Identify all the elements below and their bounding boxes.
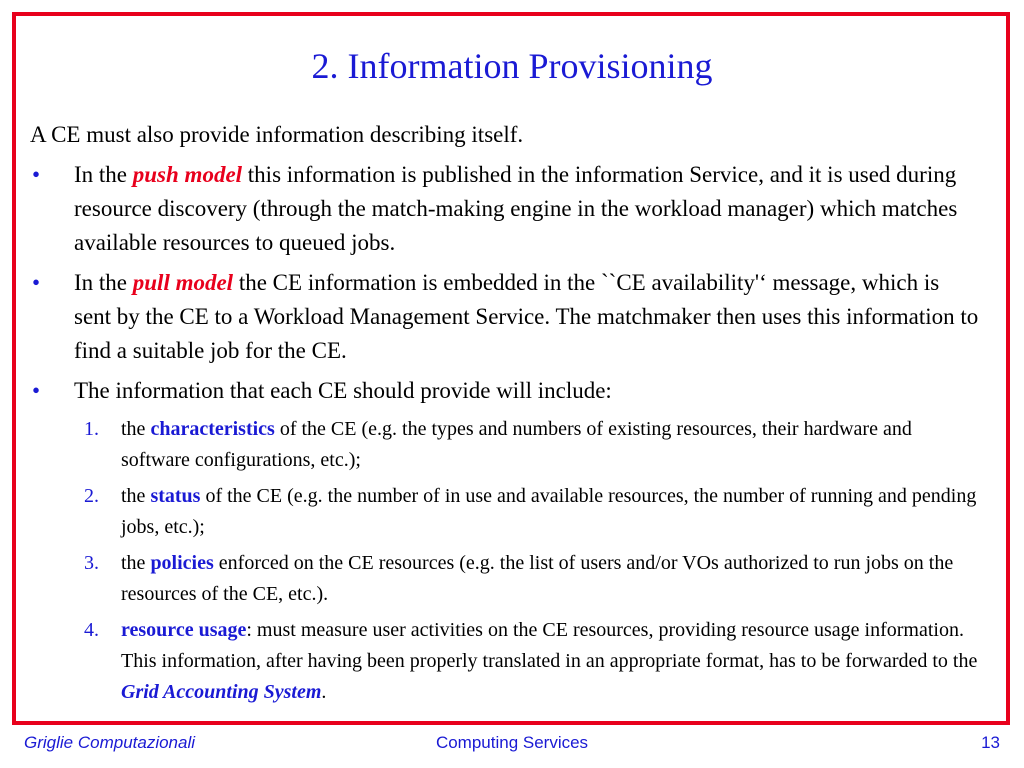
policies-term: policies bbox=[150, 552, 214, 574]
item-text-post: of the CE (e.g. the number of in use and available resources, the number of running and pending jobs, etc.); bbox=[121, 485, 977, 538]
status-term: status bbox=[150, 485, 201, 507]
slide-footer bbox=[0, 733, 1024, 757]
item-text-pre: the bbox=[121, 552, 151, 574]
list-number: 3. bbox=[84, 552, 99, 574]
slide-title: 2. Information Provisioning bbox=[311, 46, 713, 86]
list-item-resource-usage bbox=[30, 615, 980, 708]
bullet-text-pre: In the bbox=[74, 162, 133, 187]
bullet-marker: • bbox=[32, 378, 41, 403]
bullet-text-post: the CE information is embedded in the ``CE availability'‘ message, which is sent by the CE to a Workload Management Service. The matchmaker then uses this information to find a suitable job for the CE. bbox=[74, 270, 979, 363]
item-text-post: enforced on the CE resources (e.g. the list of users and/or VOs authorized to run jobs on the resources of the CE, etc.). bbox=[121, 552, 954, 605]
grid-accounting-system-term: Grid Accounting System bbox=[121, 681, 322, 703]
footer-section-name: Computing Services bbox=[435, 733, 589, 752]
pull-model-term: pull model bbox=[132, 270, 234, 295]
ce-info-list bbox=[30, 414, 980, 708]
bullet-marker: • bbox=[32, 162, 41, 187]
bullet-text-post: this information is published in the information Service, and it is used during resource discovery (through the match-making engine in the workload manager) which matches available resources to queued jobs. bbox=[74, 162, 958, 255]
item-text-pre: the bbox=[121, 418, 151, 440]
bullet-ce-info bbox=[30, 374, 980, 408]
push-model-term: push model bbox=[132, 162, 243, 187]
bullet-text: The information that each CE should provide will include: bbox=[74, 378, 612, 403]
list-number: 4. bbox=[84, 619, 99, 641]
list-number: 1. bbox=[84, 418, 99, 440]
bullet-marker: • bbox=[32, 270, 41, 295]
list-item-policies bbox=[30, 548, 980, 610]
characteristics-term: characteristics bbox=[150, 418, 275, 440]
resource-usage-term: resource usage bbox=[121, 619, 247, 641]
slide-body bbox=[30, 118, 980, 713]
item-text-post: of the CE (e.g. the types and numbers of existing resources, their hardware and software configurations, etc.); bbox=[121, 418, 912, 471]
list-item-status bbox=[30, 481, 980, 543]
bullet-pull-model bbox=[30, 266, 980, 368]
bullet-push-model bbox=[30, 158, 980, 260]
footer-course-name: Griglie Computazionali bbox=[24, 733, 196, 752]
list-number: 2. bbox=[84, 485, 99, 507]
item-text-post: : must measure user activities on the CE resources, providing resource usage information. This information, after having been properly translated in an appropriate format, has to be forwarded to the bbox=[121, 619, 978, 672]
footer-page-number: 13 bbox=[981, 733, 1000, 752]
item-text-pre: the bbox=[121, 485, 151, 507]
item-text-tail: . bbox=[321, 681, 327, 703]
bullet-text-pre: In the bbox=[74, 270, 133, 295]
list-item-characteristics bbox=[30, 414, 980, 476]
intro-text: A CE must also provide information describing itself. bbox=[30, 122, 524, 147]
